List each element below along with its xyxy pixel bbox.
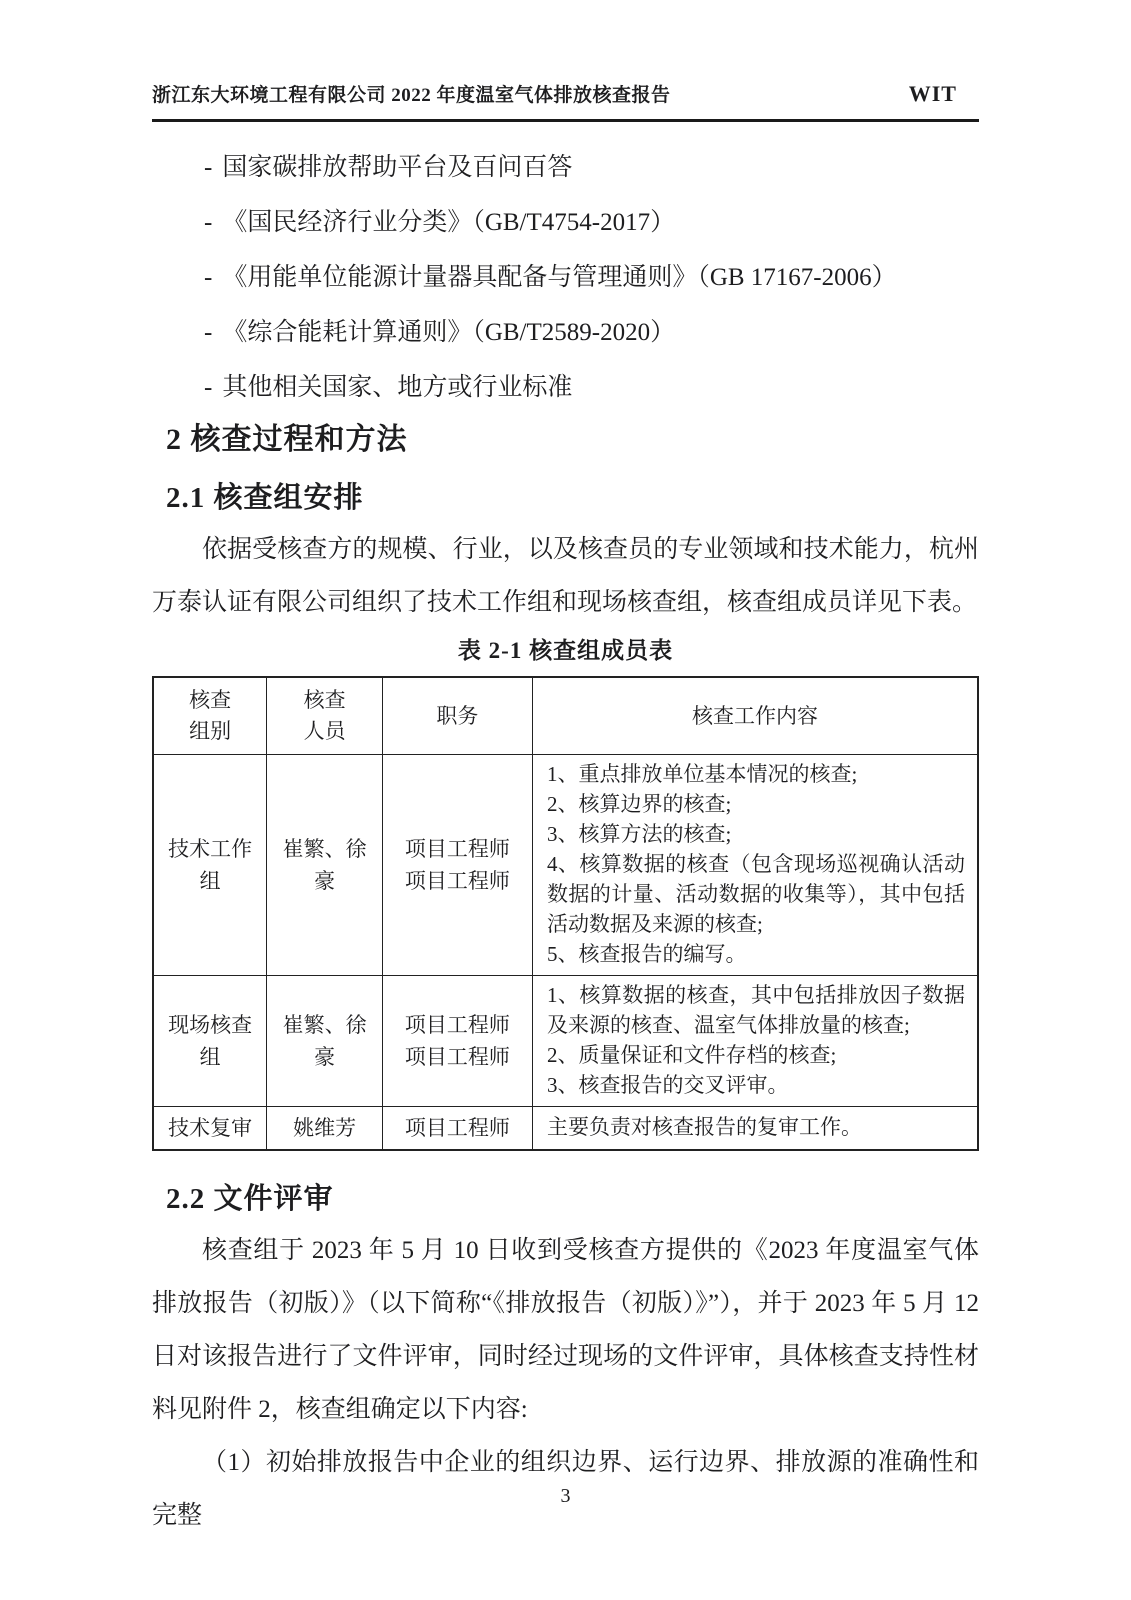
page-body bbox=[152, 140, 979, 1542]
section-2-1-paragraph: 依据受核查方的规模、行业，以及核查员的专业领域和技术能力，杭州万泰认证有限公司组织了技术工作组和现场核查组，核查组成员详见下表。 bbox=[152, 536, 979, 616]
table-row bbox=[153, 755, 978, 976]
list-item-text: 《综合能耗计算通则》（GB/T2589-2020） bbox=[222, 319, 676, 346]
list-item-text: 《国民经济行业分类》（GB/T4754-2017） bbox=[222, 209, 676, 236]
table-row bbox=[153, 1107, 978, 1151]
page-header bbox=[152, 0, 979, 122]
section-2-1-heading: 2.1 核查组安排 bbox=[166, 482, 364, 514]
work-content-cell: 1、重点排放单位基本情况的核查; 2、核算边界的核查; 3、核算方法的核查; 4、核算数据的核查（包含现场巡视确认活动数据的计量、活动数据的收集等），其中包括活动数据及来源的核查; 5、核查报告的编写。 bbox=[532, 755, 978, 976]
section-2-2-heading: 2.2 文件评审 bbox=[166, 1183, 334, 1215]
list-item bbox=[152, 195, 979, 250]
column-header-members: 核查 人员 bbox=[267, 677, 383, 755]
work-content-cell: 1、核算数据的核查，其中包括排放因子数据及来源的核查、温室气体排放量的核查; 2、质量保证和文件存档的核查; 3、核查报告的交叉评审。 bbox=[532, 976, 978, 1107]
bullet-dash: - bbox=[204, 319, 213, 346]
list-item bbox=[152, 140, 979, 195]
group-cell: 技术工作组 bbox=[153, 755, 267, 976]
header-logo: WIT bbox=[908, 81, 957, 106]
list-item bbox=[152, 250, 979, 305]
group-cell: 现场核查组 bbox=[153, 976, 267, 1107]
bullet-dash: - bbox=[204, 154, 213, 181]
work-content-cell: 主要负责对核查报告的复审工作。 bbox=[532, 1107, 978, 1151]
section-2-2-item-1: （1）初始排放报告中企业的组织边界、运行边界、排放源的准确性和完整 bbox=[152, 1449, 979, 1529]
list-item-text: 其他相关国家、地方或行业标准 bbox=[222, 374, 573, 401]
title-cell: 项目工程师 项目工程师 bbox=[382, 755, 532, 976]
bullet-dash: - bbox=[204, 209, 213, 236]
verification-team-table bbox=[152, 676, 979, 1151]
table-caption: 表 2-1 核查组成员表 bbox=[457, 638, 674, 663]
members-cell: 崔繁、徐豪 bbox=[267, 976, 383, 1107]
column-header-work: 核查工作内容 bbox=[532, 677, 978, 755]
header-title: 浙江东大环境工程有限公司 2022 年度温室气体排放核查报告 bbox=[152, 85, 671, 106]
title-cell: 项目工程师 bbox=[382, 1107, 532, 1151]
bullet-dash: - bbox=[204, 374, 213, 401]
table-header-row bbox=[153, 677, 978, 755]
list-item bbox=[152, 360, 979, 415]
page-number: 3 bbox=[560, 1485, 571, 1507]
members-cell: 崔繁、徐豪 bbox=[267, 755, 383, 976]
members-cell: 姚维芳 bbox=[267, 1107, 383, 1151]
list-item-text: 《用能单位能源计量器具配备与管理通则》（GB 17167-2006） bbox=[222, 264, 897, 291]
group-cell: 技术复审 bbox=[153, 1107, 267, 1151]
bullet-dash: - bbox=[204, 264, 213, 291]
section-2-2-paragraph: 核查组于 2023 年 5 月 10 日收到受核查方提供的《2023 年度温室气体排放报告（初版）》（以下简称“《排放报告（初版）》”），并于 2023 年 5 月 12 日对该报告进行了文件评审，同时经过现场的文件评审，具体核查支持性材料见附件 2，核查组确定以下内容: bbox=[152, 1237, 979, 1423]
list-item-text: 国家碳排放帮助平台及百问百答 bbox=[222, 154, 573, 181]
reference-list bbox=[152, 140, 979, 415]
section-2-heading: 2 核查过程和方法 bbox=[166, 423, 408, 456]
list-item bbox=[152, 305, 979, 360]
title-cell: 项目工程师 项目工程师 bbox=[382, 976, 532, 1107]
column-header-group: 核查 组别 bbox=[153, 677, 267, 755]
table-row bbox=[153, 976, 978, 1107]
page-footer bbox=[0, 1485, 1131, 1508]
column-header-title: 职务 bbox=[382, 677, 532, 755]
